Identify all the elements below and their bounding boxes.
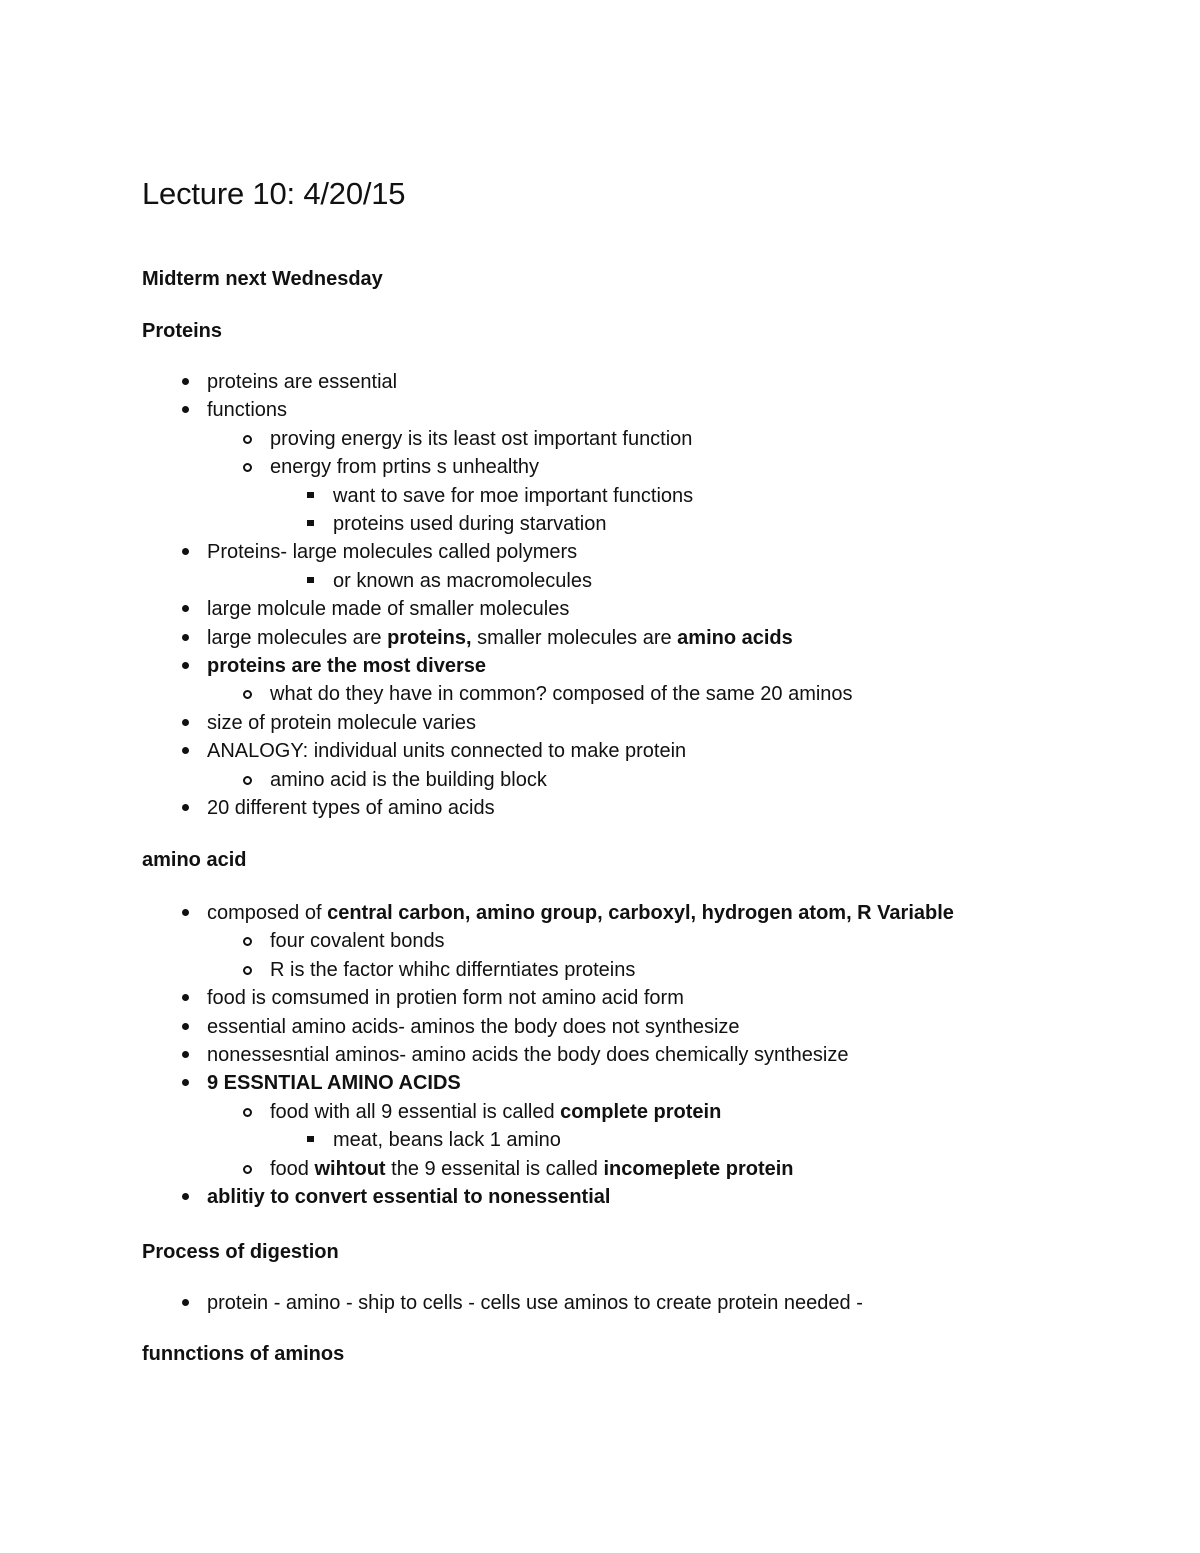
list-item (270, 1100, 721, 1124)
section-heading-proteins: Proteins (142, 320, 223, 342)
item-text: R is the factor whihc differntiates proteins (270, 958, 636, 981)
bullet-disc-icon (182, 1051, 189, 1058)
list-item (207, 654, 486, 678)
bullet-disc-icon (182, 719, 189, 726)
list-item (207, 986, 684, 1010)
bullet-square-icon (307, 1136, 314, 1142)
bold-text: wihtout (314, 1157, 386, 1180)
bullet-disc-icon (182, 605, 189, 612)
bullet-circle-icon (243, 937, 252, 946)
bullet-disc-icon (182, 378, 189, 385)
bullet-disc-icon (182, 747, 189, 754)
bullet-square-icon (307, 577, 314, 583)
item-text: want to save for moe important functions (333, 484, 694, 507)
bullet-disc-icon (182, 548, 189, 555)
bullet-disc-icon (182, 1193, 189, 1200)
bold-text: complete protein (560, 1100, 722, 1123)
item-text: proteins used during starvation (333, 513, 607, 535)
item-text: large molcule made of smaller molecules (207, 598, 570, 621)
lecture-title: Lecture 10: 4/20/15 (142, 176, 406, 211)
item-text: food with all 9 essential is called (270, 1100, 561, 1123)
list-item (270, 1157, 794, 1181)
bullet-disc-icon (182, 662, 189, 669)
midterm-note: Midterm next Wednesday (142, 268, 383, 290)
item-text: large molecules are (207, 626, 388, 649)
item-text: essential amino acids- aminos the body does not synthesize (207, 1015, 740, 1038)
bullet-disc-icon (182, 634, 189, 641)
list-item (207, 739, 686, 763)
list-item (207, 597, 569, 621)
list-item (333, 1128, 561, 1152)
list-item (207, 901, 954, 925)
bold-text: amino acids (677, 626, 793, 649)
list-item (270, 768, 547, 792)
item-text: food is comsumed in protien form not amino acid form (207, 987, 684, 1010)
bullet-disc-icon (182, 406, 189, 413)
item-text: proteins are essential (207, 371, 398, 393)
section-heading-digestion: Process of digestion (142, 1241, 339, 1263)
list-item (207, 398, 287, 422)
list-item (207, 711, 476, 735)
bullet-disc-icon (182, 804, 189, 811)
bullet-circle-icon (243, 1165, 252, 1174)
list-item (270, 682, 853, 706)
bold-text: proteins are the most diverse (207, 655, 486, 677)
list-item (333, 512, 607, 536)
list-item (207, 1043, 848, 1067)
list-item (207, 1071, 461, 1095)
bold-text: proteins, (387, 626, 472, 649)
item-text: ANALOGY: individual units connected to make protein (207, 740, 687, 763)
item-text: protein - amino - ship to cells - cells use aminos to create protein needed - (207, 1292, 863, 1314)
item-text: Proteins- large molecules called polymers (207, 541, 578, 564)
item-text: four covalent bonds (270, 930, 445, 953)
bullet-disc-icon (182, 1079, 189, 1086)
item-text: smaller molecules are (471, 626, 678, 649)
list-item (207, 540, 577, 564)
item-text: energy from prtins s unhealthy (270, 456, 540, 479)
bullet-circle-icon (243, 966, 252, 975)
list-item (207, 626, 793, 650)
section-heading-amino-acid: amino acid (142, 849, 247, 871)
bullet-square-icon (307, 520, 314, 526)
item-text: 20 different types of amino acids (207, 797, 495, 819)
item-text: composed of (207, 902, 328, 924)
list-item (207, 1015, 740, 1039)
bullet-disc-icon (182, 1023, 189, 1030)
bullet-disc-icon (182, 909, 189, 916)
item-text: what do they have in common? composed of the same 20 aminos (270, 683, 853, 706)
bold-text: incomeplete protein (603, 1157, 794, 1180)
section-heading-functions: funnctions of aminos (142, 1343, 345, 1365)
bold-text: central carbon, amino group, carboxyl, hydrogen atom, R Variable (327, 902, 954, 924)
item-text: amino acid is the building block (270, 768, 547, 791)
list-item (207, 1185, 610, 1209)
item-text: the 9 essenital is called (385, 1157, 604, 1180)
item-text: nonessesntial aminos- amino acids the body does chemically synthesize (207, 1044, 849, 1066)
bold-text: 9 ESSNTIAL AMINO ACIDS (207, 1072, 461, 1095)
item-text: proving energy is its least ost important function (270, 427, 693, 450)
bullet-disc-icon (182, 1299, 189, 1306)
list-item (270, 958, 635, 982)
item-text: functions (207, 399, 288, 422)
bullet-circle-icon (243, 690, 252, 699)
bullet-square-icon (307, 492, 314, 498)
bullet-circle-icon (243, 463, 252, 472)
bullet-circle-icon (243, 435, 252, 444)
list-item (270, 455, 539, 479)
bullet-circle-icon (243, 776, 252, 785)
list-item (270, 929, 445, 953)
list-item (333, 484, 693, 508)
bullet-disc-icon (182, 994, 189, 1001)
list-item (270, 427, 692, 451)
bold-text: ablitiy to convert essential to nonessential (207, 1186, 611, 1208)
item-text: meat, beans lack 1 amino (333, 1129, 561, 1152)
item-text: or known as macromolecules (333, 569, 592, 592)
list-item (207, 370, 397, 394)
list-item (207, 796, 495, 820)
bullet-circle-icon (243, 1108, 252, 1117)
item-text: size of protein molecule varies (207, 711, 477, 734)
list-item (333, 569, 592, 593)
item-text: food (270, 1157, 315, 1180)
list-item (207, 1291, 863, 1315)
